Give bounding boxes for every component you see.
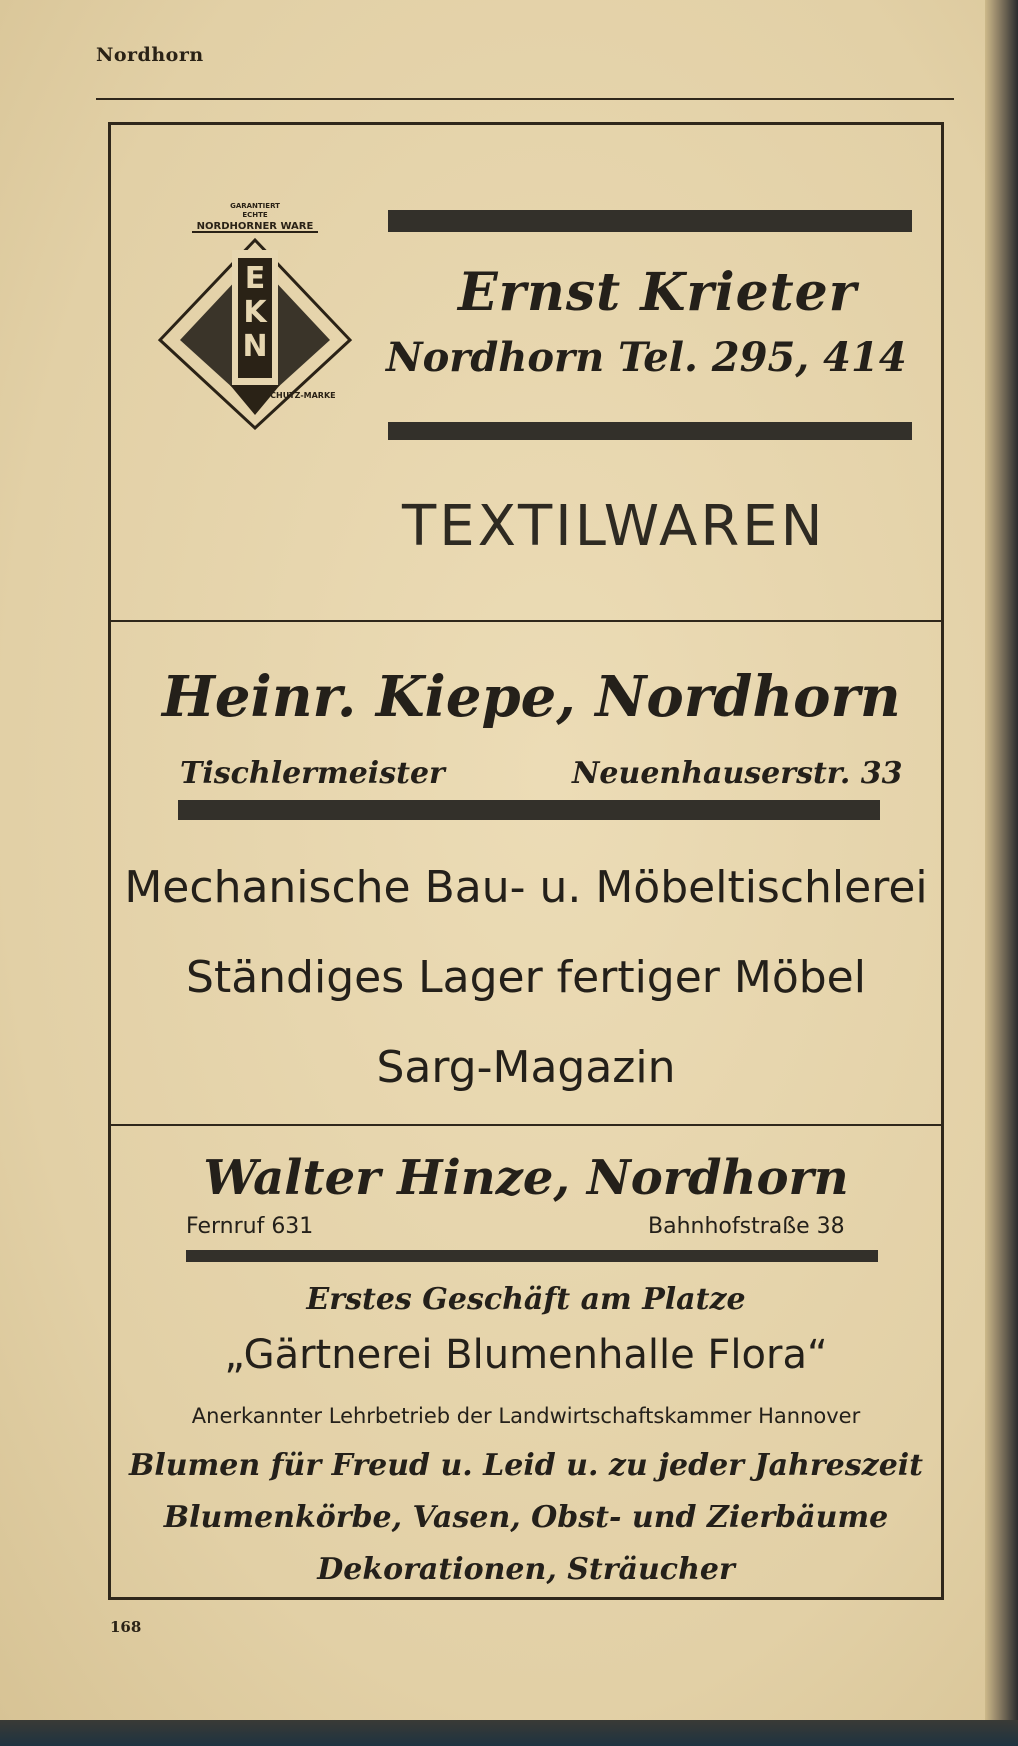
ad3-bar	[186, 1250, 878, 1262]
svg-text:K: K	[243, 295, 267, 330]
ad2-company-name: Heinr. Kiepe, Nordhorn	[162, 664, 901, 730]
running-head: Nordhorn	[96, 44, 204, 66]
svg-text:E: E	[244, 261, 266, 296]
header-rule	[96, 98, 954, 100]
ad3-line2: Blumenkörbe, Vasen, Obst- und Zierbäume	[163, 1500, 889, 1535]
ad1-category: TEXTILWAREN	[402, 494, 826, 559]
ad2-trade: Tischlermeister	[180, 756, 445, 791]
svg-text:ECHTE: ECHTE	[242, 211, 268, 219]
ad2-line2: Ständiges Lager fertiger Möbel	[186, 952, 866, 1003]
ad3-line1: Blumen für Freud u. Leid u. zu jeder Jahreszeit	[128, 1448, 924, 1483]
ad2-line1: Mechanische Bau- u. Möbeltischlerei	[124, 862, 928, 913]
ad3-company-name: Walter Hinze, Nordhorn	[203, 1150, 849, 1206]
ad2-bar	[178, 800, 880, 820]
ad3-line3: Dekorationen, Sträucher	[317, 1552, 735, 1587]
svg-text:NORDHORNER WARE: NORDHORNER WARE	[196, 221, 314, 232]
page-number: 168	[110, 1618, 142, 1636]
svg-text:N: N	[242, 329, 268, 364]
ad2-address: Neuenhauserstr. 33	[572, 756, 903, 791]
ad3-address: Bahnhofstraße 38	[648, 1214, 845, 1239]
page-edge-shadow	[985, 0, 1018, 1746]
ad2-line3: Sarg-Magazin	[376, 1042, 676, 1093]
ad1-ad2-divider	[110, 620, 942, 622]
ad1-top-bar	[388, 210, 912, 232]
ekn-trademark-logo	[150, 200, 360, 430]
svg-text:SCHUTZ-MARKE: SCHUTZ-MARKE	[264, 391, 336, 400]
ad3-phone: Fernruf 631	[186, 1214, 314, 1239]
ad1-place-phone: Nordhorn Tel. 295, 414	[386, 334, 907, 381]
ad1-company-name: Ernst Krieter	[458, 262, 858, 323]
ad3-business-name: „Gärtnerei Blumenhalle Flora“	[224, 1332, 828, 1378]
svg-text:GARANTIERT: GARANTIERT	[230, 202, 280, 210]
ad3-accreditation: Anerkannter Lehrbetrieb der Landwirtschaftskammer Hannover	[191, 1404, 861, 1428]
ad3-slogan: Erstes Geschäft am Platze	[306, 1282, 746, 1317]
bottom-edge-strip	[0, 1720, 1018, 1746]
ad2-ad3-divider	[110, 1124, 942, 1126]
ad1-bottom-bar	[388, 422, 912, 440]
